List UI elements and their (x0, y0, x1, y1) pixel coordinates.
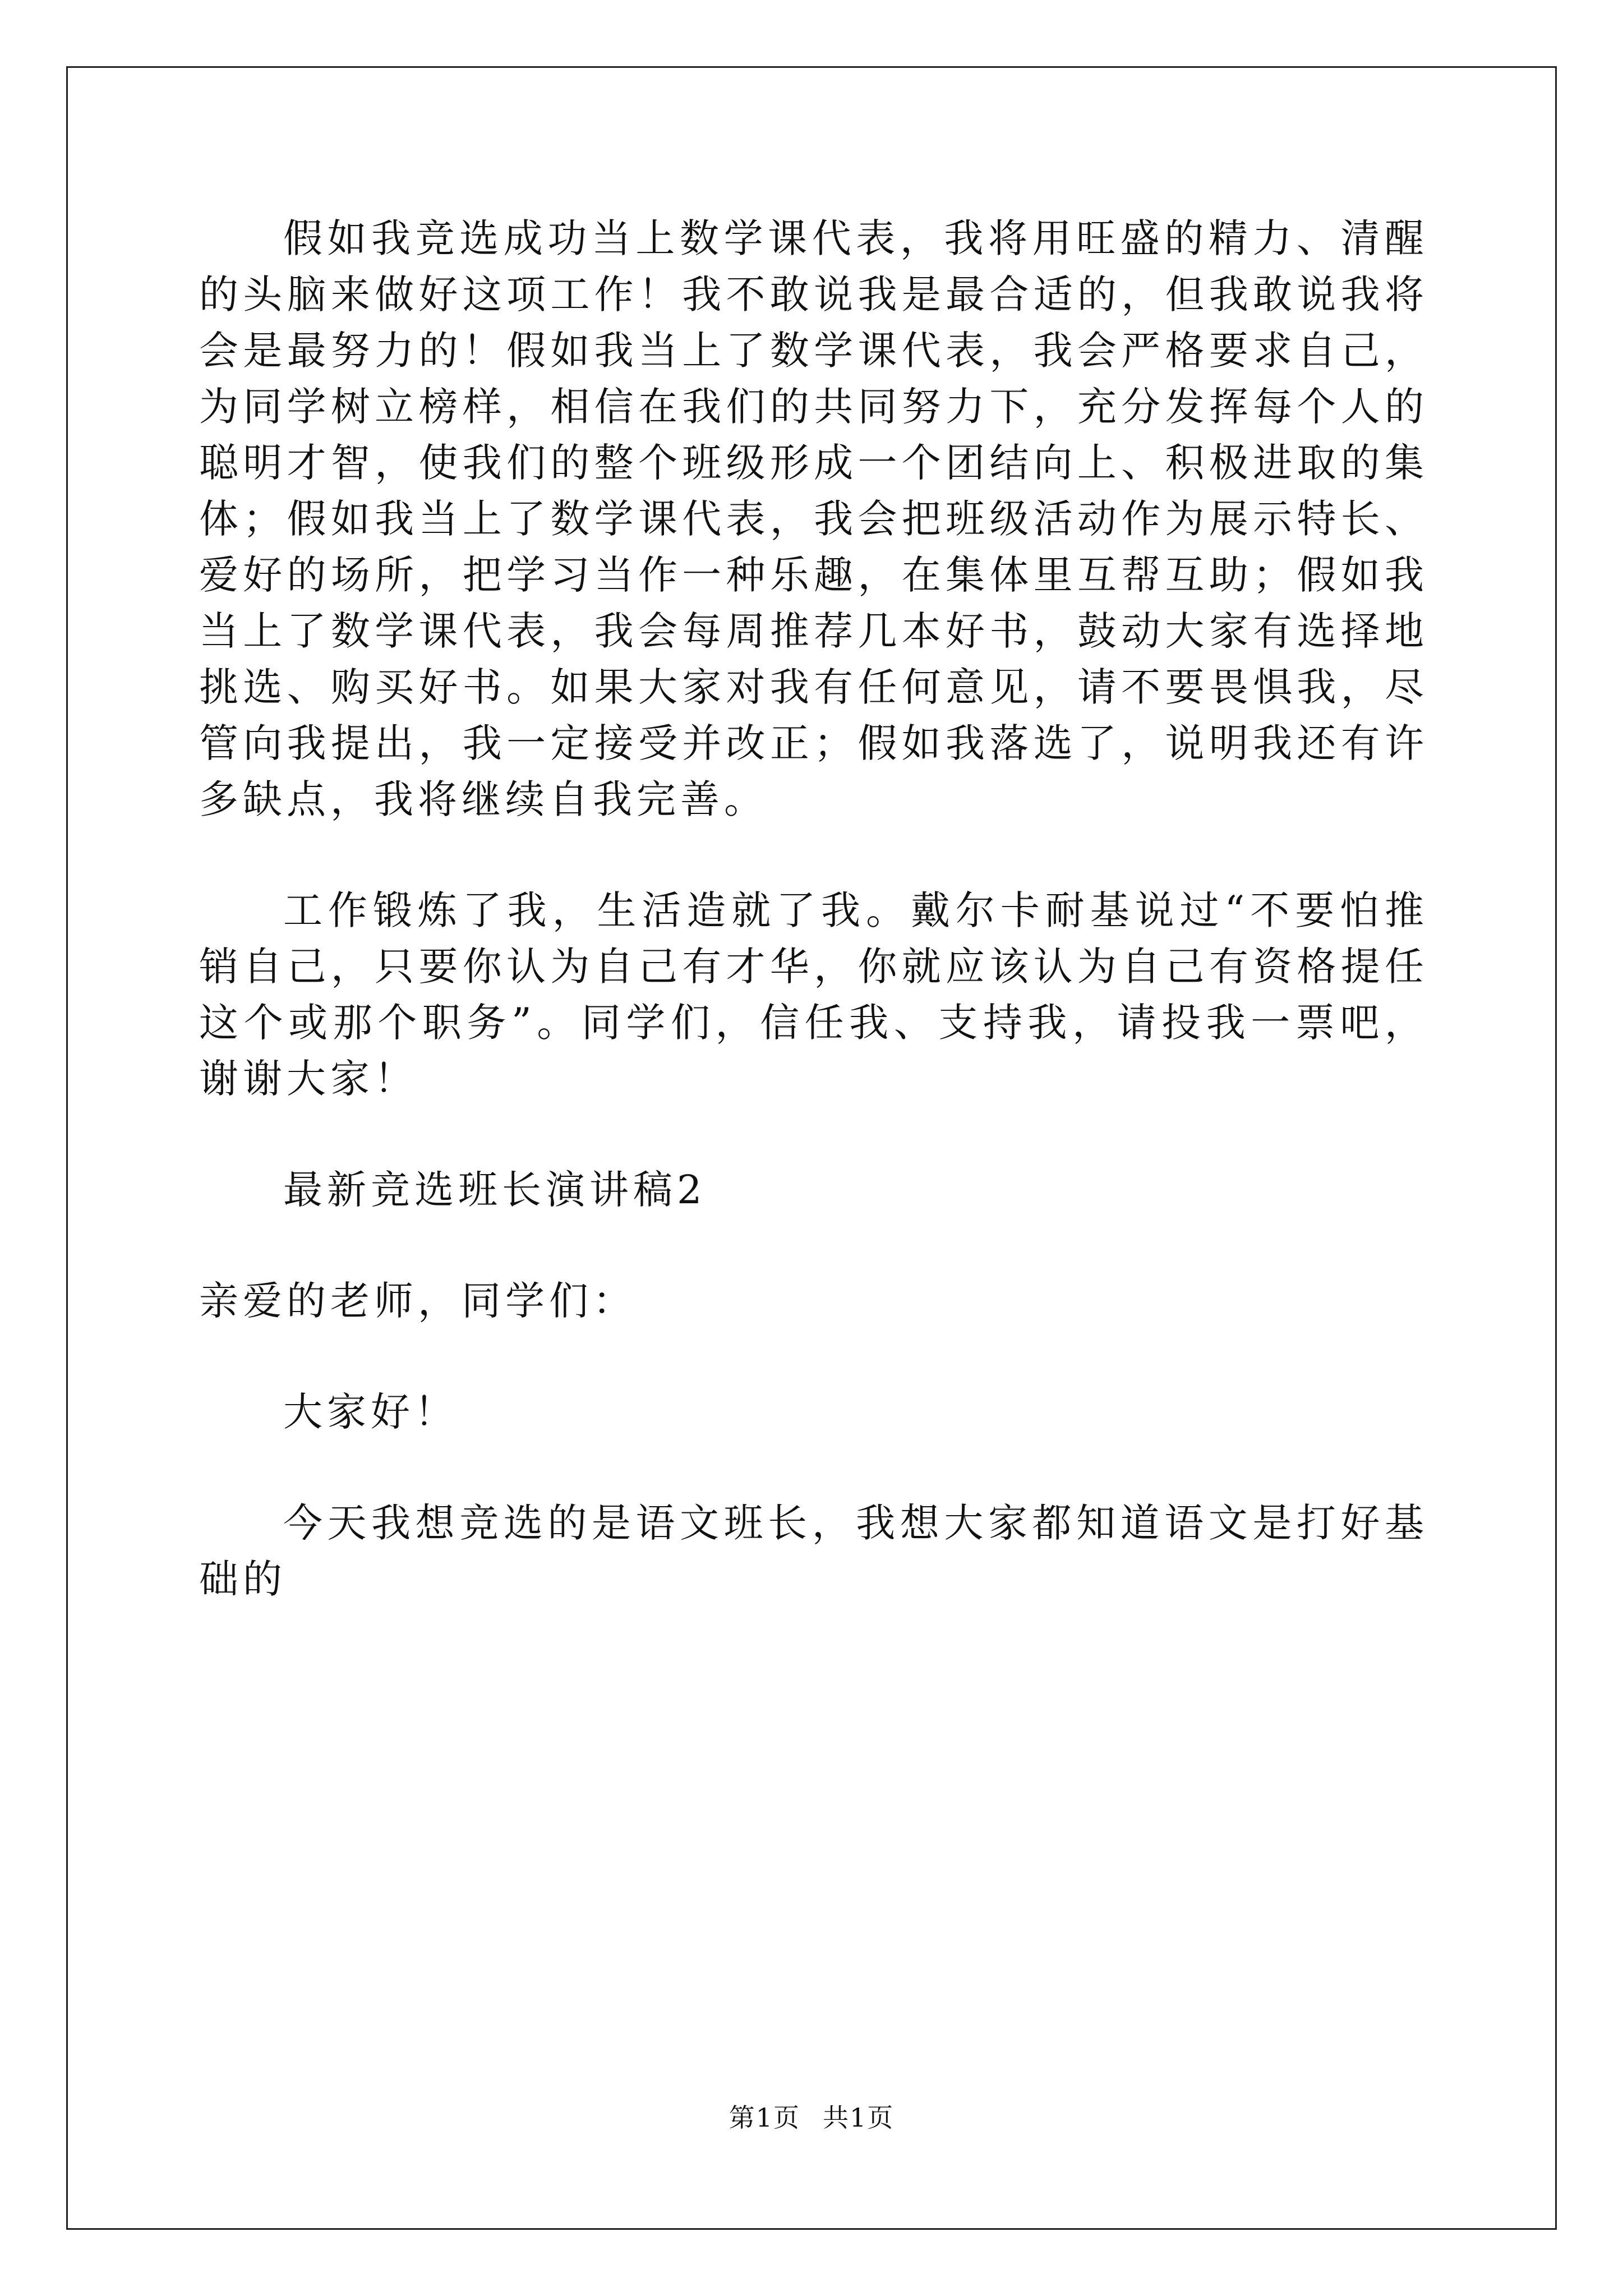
page-footer (0, 2101, 1623, 2134)
section-heading: 最新竞选班长演讲稿2 (283, 1167, 707, 1213)
page-number: 第1页 (728, 2102, 800, 2133)
salutation: 亲爱的老师，同学们： (199, 1278, 637, 1324)
paragraph-intro: 今天我想竞选的是语文班长，我想大家都知道语文是打好基础的 (199, 1500, 1428, 1602)
document-body (199, 210, 1428, 1662)
paragraph-campaign-promises: 假如我竞选成功当上数学课代表，我将用旺盛的精力、清醒的头脑来做好这项工作！我不敢说我是最合适的，但我敢说我将会是最努力的！假如我当上了数学课代表，我会严格要求自己，为同学树立榜样，相信在我们的共同努力下，充分发挥每个人的聪明才智，使我们的整个班级形成一个团结向上、积极进取的集体；假如我当上了数学课代表，我会把班级活动作为展示特长、爱好的场所，把学习当作一种乐趣，在集体里互帮互助；假如我当上了数学课代表，我会每周推荐几本好书，鼓动大家有选择地挑选、购买好书。如果大家对我有任何意见，请不要畏惧我，尽管向我提出，我一定接受并改正；假如我落选了，说明我还有许多缺点，我将继续自我完善。 (199, 215, 1428, 822)
paragraph-closing-quote: 工作锻炼了我，生活造就了我。戴尔卡耐基说过“不要怕推销自己，只要你认为自己有才华，你就应该认为自己有资格提任这个或那个职务”。同学们，信任我、支持我，请投我一票吧，谢谢大家！ (199, 887, 1428, 1102)
greeting: 大家好！ (283, 1389, 458, 1435)
page-total: 共1页 (823, 2102, 895, 2133)
